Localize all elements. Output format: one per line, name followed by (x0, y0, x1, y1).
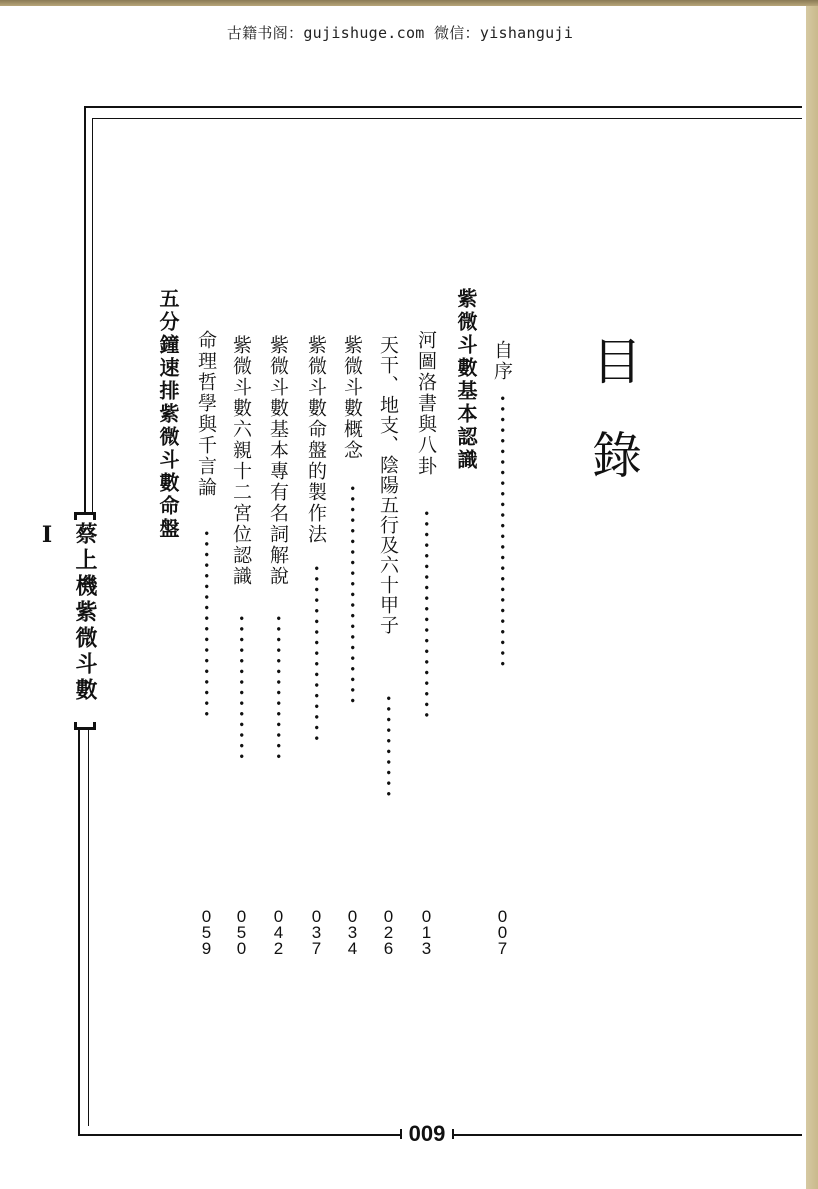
section-title: 五分鐘速排紫微斗數命盤 (156, 288, 180, 541)
toc-entry-page: 037 (307, 907, 326, 955)
toc-entry-page: 013 (417, 907, 436, 955)
frame-left-line-lower (78, 728, 80, 1136)
frame-bottom-line-right (452, 1134, 802, 1136)
toc-entry[interactable] (373, 295, 403, 975)
toc-leader-dots: ·················· (195, 530, 217, 722)
toc-entry-title: 紫微斗數六親十二宮位認識 (230, 335, 252, 587)
toc-entry-title: 自序 (491, 340, 513, 382)
toc-heading: 目錄 (584, 335, 642, 523)
toc-entry-page: 059 (197, 907, 216, 955)
toc-leader-dots: ·············· (267, 615, 289, 764)
toc-leader-dots: ················· (305, 565, 327, 746)
scan-right-edge (806, 6, 818, 1189)
toc-entry[interactable] (301, 295, 331, 975)
watermark-text: 古籍书阁：gujishuge.com 微信：yishanguji (226, 24, 574, 42)
toc-leader-dots: ·························· (491, 395, 513, 671)
toc-entry[interactable] (487, 295, 517, 975)
frame-top-line (84, 106, 802, 108)
toc-entry[interactable] (191, 295, 221, 975)
toc-entry-page: 050 (232, 907, 251, 955)
toc-entry-title: 紫微斗數概念 (341, 335, 363, 461)
frame-left-inner-line (92, 118, 93, 512)
toc-entry[interactable] (263, 295, 293, 975)
frame-left-line (84, 106, 86, 512)
frame-top-inner-line (92, 118, 802, 119)
toc-entry-title: 河圖洛書與八卦 (415, 330, 437, 477)
toc-entry-page: 026 (379, 907, 398, 955)
toc-entry-title: 天干、地支、陰陽五行及六十甲子 (377, 335, 399, 635)
page-number: 009 (408, 1121, 446, 1146)
toc-entry-page: 034 (343, 907, 362, 955)
toc-leader-dots: ····················· (341, 485, 363, 708)
book-title: 蔡上機紫微斗數Ⅰ (34, 522, 98, 704)
toc-entry[interactable] (411, 295, 441, 975)
frame-bottom-line-left (78, 1134, 402, 1136)
frame-left-inner-line-lower (88, 728, 89, 1126)
toc-leader-dots: ·············· (230, 615, 252, 764)
toc-entry-page: 007 (493, 907, 512, 955)
spine-bracket-top (74, 512, 96, 520)
scan-top-edge (0, 0, 818, 6)
toc-entry-title: 命理哲學與千言論 (195, 330, 217, 498)
toc-entry[interactable] (226, 295, 256, 975)
toc-leader-dots: ···················· (415, 510, 437, 723)
section-title: 紫微斗數基本認識 (454, 288, 478, 472)
toc-entry-title: 紫微斗數基本專有名詞解說 (267, 335, 289, 587)
spine-bracket-bottom (74, 722, 96, 730)
toc-entry-page: 042 (269, 907, 288, 955)
toc-entry[interactable] (337, 295, 367, 975)
toc-entry-title: 紫微斗數命盤的製作法 (305, 335, 327, 545)
toc-leader-dots: ·········· (377, 695, 399, 802)
